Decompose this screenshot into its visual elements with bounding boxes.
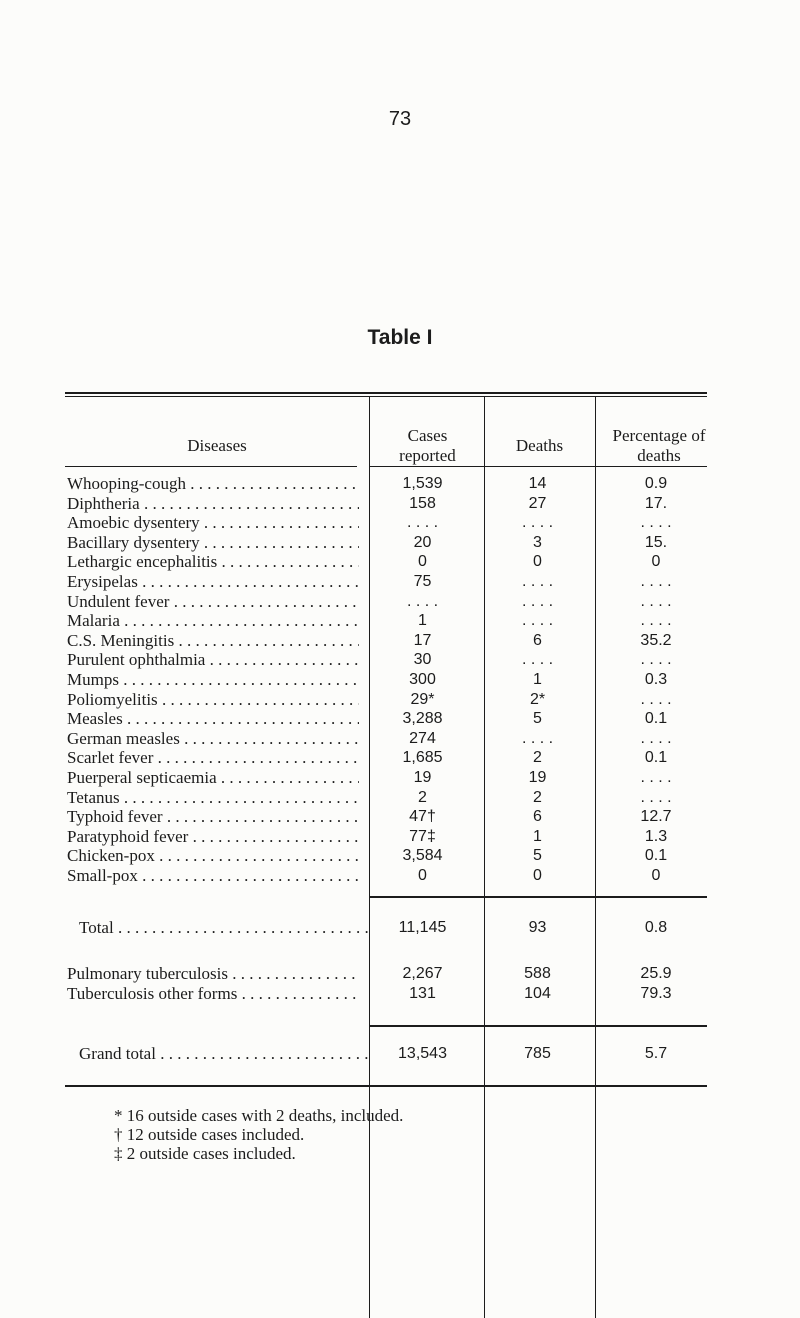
total-row bbox=[0, 919, 800, 937]
percentage-cell: 17. bbox=[644, 494, 668, 512]
table-row bbox=[0, 612, 800, 630]
cases-cell: 77‡ bbox=[409, 827, 436, 845]
percentage-cell: . . . . bbox=[640, 612, 672, 630]
header-diseases: Diseases bbox=[187, 436, 247, 455]
percentage-cell: 0.9 bbox=[644, 475, 668, 492]
disease-name: Malaria . . . bbox=[67, 612, 359, 630]
deaths-cell: 2* bbox=[529, 690, 546, 708]
percentage-cell: . . . . bbox=[640, 788, 672, 806]
table-row bbox=[0, 573, 800, 591]
deaths-cell: . . . . bbox=[521, 573, 554, 590]
bottom-rule bbox=[65, 1085, 707, 1087]
grand-total-percentage: 5.7 bbox=[644, 1045, 668, 1062]
table-row bbox=[0, 671, 800, 689]
table-row bbox=[0, 553, 800, 571]
table-row bbox=[0, 808, 800, 826]
grand-total-row bbox=[0, 1045, 800, 1063]
cases-cell: 2,267 bbox=[402, 965, 443, 982]
footnote-asterisk: * 16 outside cases with 2 deaths, included. bbox=[114, 1106, 404, 1125]
disease-name: Whooping-cough . . . bbox=[67, 475, 359, 493]
deaths-cell: 6 bbox=[533, 808, 542, 826]
percentage-cell: . . . . bbox=[640, 573, 672, 590]
disease-name: Paratyphoid fever . . . bbox=[67, 828, 359, 846]
disease-name: Diphtheria . . . bbox=[67, 495, 359, 513]
header-cases-reported: Cases reported bbox=[399, 426, 456, 465]
cases-cell: 1,685 bbox=[402, 749, 443, 767]
disease-name: Scarlet fever . . . bbox=[67, 749, 359, 767]
disease-name: Undulent fever . . . bbox=[67, 593, 359, 611]
deaths-cell: 1 bbox=[533, 671, 542, 688]
percentage-cell: 1.3 bbox=[644, 827, 668, 845]
disease-name: Chicken-pox . . . bbox=[67, 847, 359, 865]
table-row bbox=[0, 985, 800, 1003]
percentage-cell: 79.3 bbox=[640, 984, 672, 1002]
cases-cell: 47† bbox=[409, 808, 436, 826]
table-row bbox=[0, 632, 800, 650]
deaths-cell: . . . . bbox=[521, 514, 554, 532]
percentage-cell: 0.1 bbox=[644, 710, 668, 728]
cases-cell: 20 bbox=[413, 533, 432, 551]
table-row bbox=[0, 789, 800, 807]
deaths-cell: 5 bbox=[533, 847, 542, 865]
deaths-cell: 588 bbox=[524, 965, 551, 982]
total-label: Total . . . bbox=[79, 919, 371, 937]
table-row bbox=[0, 495, 800, 513]
percentage-cell: 25.9 bbox=[640, 965, 672, 982]
table-row bbox=[0, 965, 800, 983]
deaths-cell: . . . . bbox=[521, 612, 554, 630]
disease-name: Amoebic dysentery . . . bbox=[67, 514, 359, 532]
percentage-cell: 0.1 bbox=[644, 749, 668, 767]
header-rule bbox=[65, 466, 357, 467]
grand-total-deaths: 785 bbox=[524, 1045, 551, 1062]
percentage-cell: 15. bbox=[644, 533, 668, 551]
disease-name: Poliomyelitis . . . bbox=[67, 691, 359, 709]
disease-name: Pulmonary tuberculosis . . . bbox=[67, 965, 359, 983]
deaths-cell: 14 bbox=[528, 475, 547, 492]
total-rule bbox=[369, 896, 707, 898]
total-cases: 11,145 bbox=[398, 919, 447, 936]
disease-name: Mumps . . . bbox=[67, 671, 359, 689]
cases-cell: . . . . bbox=[406, 592, 439, 610]
cases-cell: 158 bbox=[409, 494, 436, 512]
percentage-cell: . . . . bbox=[640, 729, 672, 747]
top-rule bbox=[65, 392, 707, 394]
grand-total-label: Grand total . . . bbox=[79, 1045, 371, 1063]
total-percentage: 0.8 bbox=[644, 919, 668, 936]
deaths-cell: 2 bbox=[533, 749, 542, 767]
disease-name: Tuberculosis other forms . . . bbox=[67, 985, 359, 1003]
table-row bbox=[0, 710, 800, 728]
disease-name: Puerperal septicaemia . . . bbox=[67, 769, 359, 787]
percentage-cell: 0 bbox=[651, 867, 661, 884]
disease-name: Tetanus . . . bbox=[67, 789, 359, 807]
cases-cell: 131 bbox=[409, 984, 436, 1002]
cases-cell: 3,288 bbox=[402, 710, 443, 728]
deaths-cell: 1 bbox=[533, 827, 542, 845]
percentage-cell: 0.1 bbox=[644, 847, 668, 865]
percentage-cell: 0.3 bbox=[644, 671, 668, 688]
table-row bbox=[0, 514, 800, 532]
table-row bbox=[0, 691, 800, 709]
deaths-cell: 6 bbox=[533, 631, 542, 649]
table-row bbox=[0, 749, 800, 767]
disease-name: Erysipelas . . . bbox=[67, 573, 359, 591]
cases-cell: 3,584 bbox=[402, 847, 443, 865]
header-rule bbox=[369, 466, 707, 467]
disease-name: C.S. Meningitis . . . bbox=[67, 632, 359, 650]
footnote-dagger: † 12 outside cases included. bbox=[114, 1125, 305, 1144]
cases-cell: 2 bbox=[418, 788, 427, 806]
total-deaths: 93 bbox=[528, 919, 547, 936]
table-row bbox=[0, 828, 800, 846]
table-title: Table I bbox=[367, 326, 433, 349]
deaths-cell: 3 bbox=[533, 533, 542, 551]
grand-total-cases: 13,543 bbox=[398, 1045, 447, 1062]
footnote-double-dagger: ‡ 2 outside cases included. bbox=[114, 1144, 296, 1163]
disease-name: Bacillary dysentery . . . bbox=[67, 534, 359, 552]
table-row bbox=[0, 769, 800, 787]
table-row bbox=[0, 867, 800, 885]
table-row bbox=[0, 651, 800, 669]
deaths-cell: . . . . bbox=[521, 729, 554, 747]
cases-cell: 30 bbox=[413, 651, 432, 669]
cases-cell: 29* bbox=[410, 690, 435, 708]
cases-cell: 0 bbox=[418, 553, 427, 571]
deaths-cell: 27 bbox=[528, 494, 547, 512]
disease-name: Small-pox . . . bbox=[67, 867, 359, 885]
cases-cell: 300 bbox=[409, 671, 436, 688]
header-deaths: Deaths bbox=[515, 436, 564, 455]
disease-name: Lethargic encephalitis . . . bbox=[67, 553, 359, 571]
percentage-cell: . . . . bbox=[640, 514, 672, 532]
table-row bbox=[0, 847, 800, 865]
page-number: 73 bbox=[388, 108, 412, 130]
percentage-cell: . . . . bbox=[640, 592, 672, 610]
percentage-cell: . . . . bbox=[640, 769, 672, 786]
table-row bbox=[0, 475, 800, 493]
table-row bbox=[0, 730, 800, 748]
table-row bbox=[0, 593, 800, 611]
deaths-cell: 0 bbox=[533, 867, 542, 884]
percentage-cell: 0 bbox=[651, 553, 661, 571]
cases-cell: 1,539 bbox=[402, 475, 443, 492]
table-row bbox=[0, 534, 800, 552]
cases-cell: 0 bbox=[418, 867, 427, 884]
percentage-cell: . . . . bbox=[640, 651, 672, 669]
percentage-cell: 12.7 bbox=[640, 808, 672, 826]
deaths-cell: 19 bbox=[528, 769, 547, 786]
header-percentage: Percentage of deaths bbox=[612, 426, 706, 465]
deaths-cell: 2 bbox=[533, 788, 542, 806]
cases-cell: 1 bbox=[418, 612, 427, 630]
cases-cell: 274 bbox=[409, 729, 436, 747]
disease-name: Measles . . . bbox=[67, 710, 359, 728]
percentage-cell: . . . . bbox=[640, 690, 672, 708]
disease-name: German measles . . . bbox=[67, 730, 359, 748]
cases-cell: 75 bbox=[413, 573, 432, 590]
disease-name: Typhoid fever . . . bbox=[67, 808, 359, 826]
deaths-cell: 0 bbox=[533, 553, 542, 571]
deaths-cell: . . . . bbox=[521, 592, 554, 610]
disease-name: Purulent ophthalmia . . . bbox=[67, 651, 359, 669]
percentage-cell: 35.2 bbox=[640, 631, 672, 649]
cases-cell: . . . . bbox=[406, 514, 439, 532]
cases-cell: 17 bbox=[413, 631, 432, 649]
grand-total-rule bbox=[369, 1025, 707, 1027]
top-rule-2 bbox=[65, 396, 707, 397]
deaths-cell: 5 bbox=[533, 710, 542, 728]
deaths-cell: 104 bbox=[524, 984, 551, 1002]
deaths-cell: . . . . bbox=[521, 651, 554, 669]
cases-cell: 19 bbox=[413, 769, 432, 786]
